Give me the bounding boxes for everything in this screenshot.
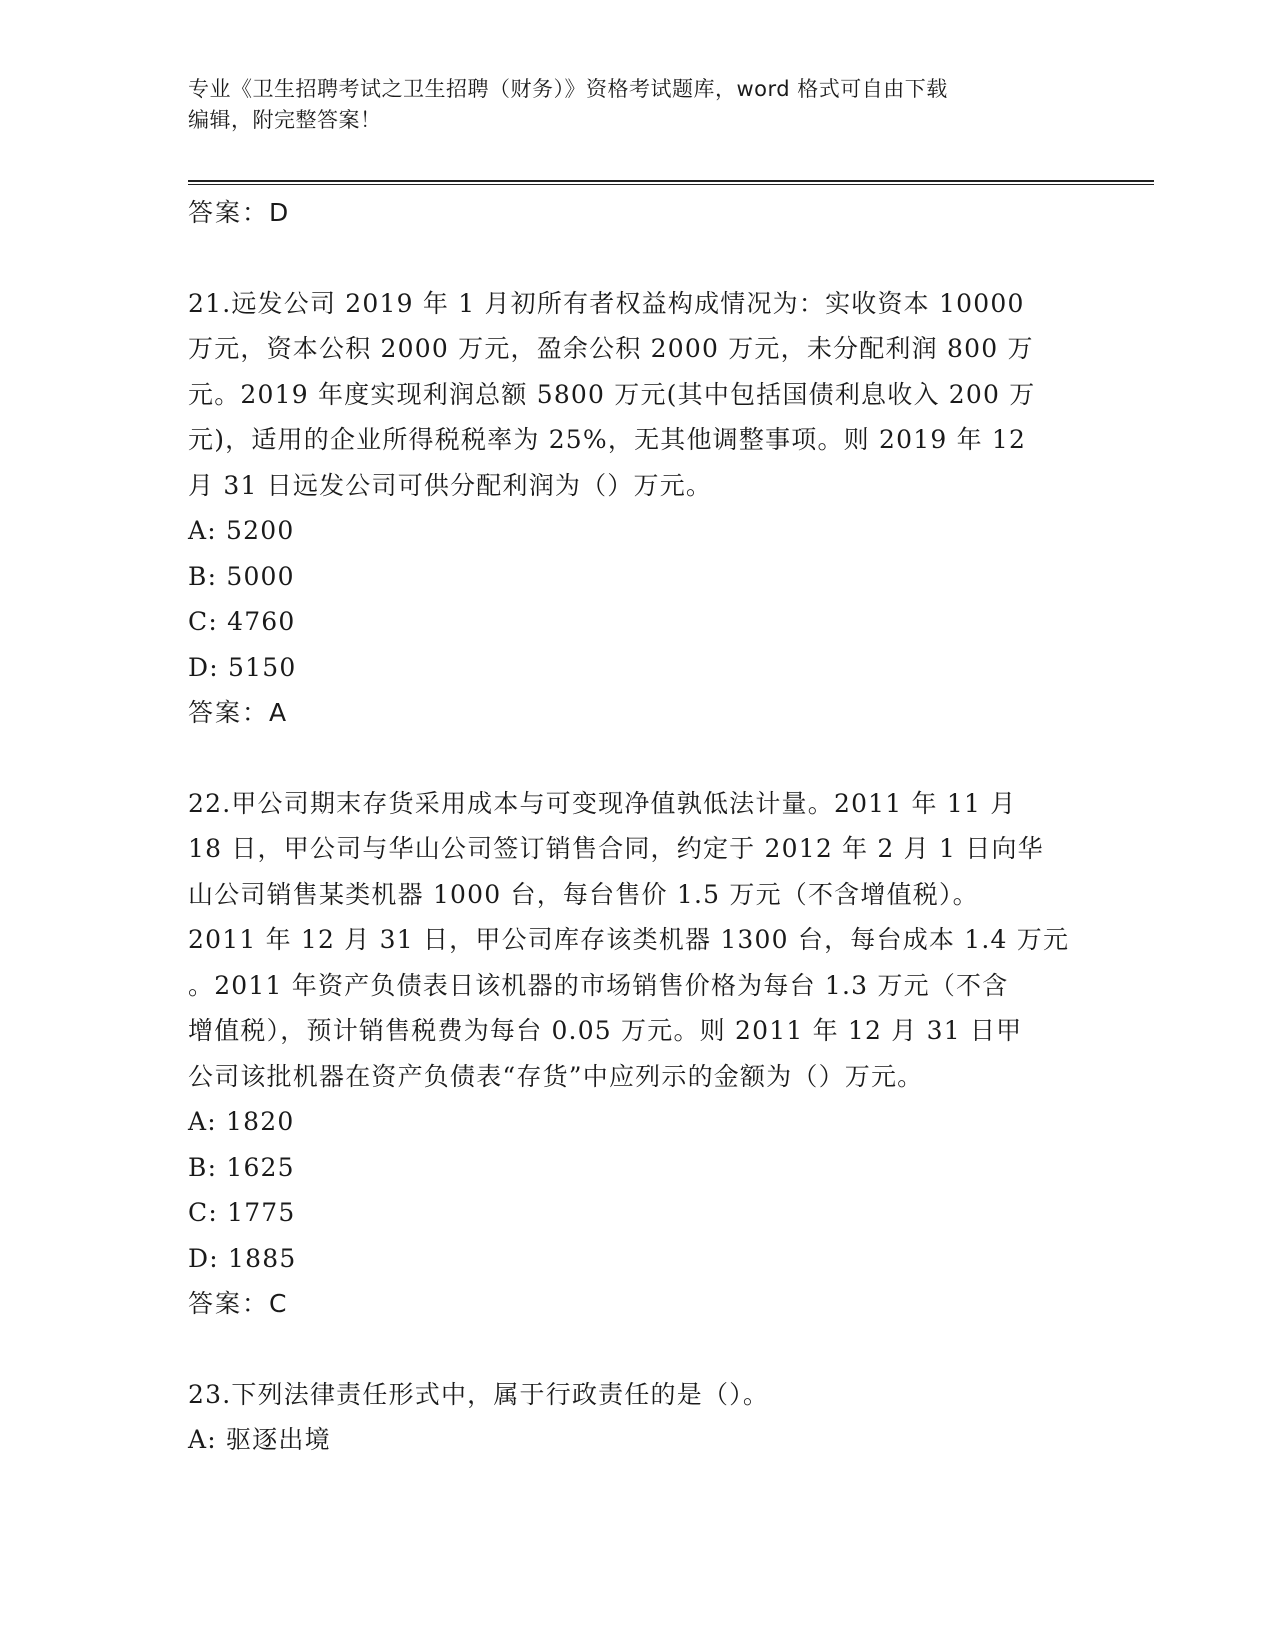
question-21 — [188, 281, 1088, 736]
question-text-line: 公司该批机器在资产负债表“存货”中应列示的金额为（）万元。 — [188, 1061, 924, 1091]
option-b: B: 5000 — [188, 561, 295, 591]
document-header — [188, 74, 1068, 136]
question-text-line: 22.甲公司期末存货采用成本与可变现净值孰低法计量。2011 年 11 月 — [188, 788, 1017, 818]
option-c: C: 4760 — [188, 607, 296, 636]
header-line-2: 编辑，附完整答案！ — [188, 108, 382, 132]
question-list — [188, 190, 1088, 1463]
option-b: B: 1625 — [188, 1152, 295, 1182]
header-divider-thick — [188, 180, 1154, 182]
question-text-line: 万元，资本公积 2000 万元，盈余公积 2000 万元，未分配利润 800 万 — [188, 334, 1034, 363]
option-d: D: 1885 — [188, 1243, 297, 1273]
answer-line: 答案：A — [188, 698, 289, 727]
question-text-line: 18 日，甲公司与华山公司签订销售合同，约定于 2012 年 2 月 1 日向华 — [188, 834, 1044, 863]
question-22 — [188, 781, 1088, 1327]
option-d: D: 5150 — [188, 652, 297, 682]
question-text-line: 月 31 日远发公司可供分配利润为（）万元。 — [188, 470, 713, 500]
question-text-line: 2011 年 12 月 31 日，甲公司库存该类机器 1300 台，每台成本 1.4 万元 — [188, 925, 1070, 954]
option-a: A: 5200 — [188, 516, 295, 545]
question-text-line: 21.远发公司 2019 年 1 月初所有者权益构成情况为：实收资本 10000 — [188, 288, 1025, 318]
answer-line: 答案：D — [188, 198, 291, 227]
option-a: A: 驱逐出境 — [188, 1425, 331, 1454]
question-23 — [188, 1372, 1088, 1463]
question-text-line: 山公司销售某类机器 1000 台，每台售价 1.5 万元（不含增值税）。 — [188, 879, 979, 909]
option-a: A: 1820 — [188, 1107, 295, 1136]
question-text-line: 。2011 年资产负债表日该机器的市场销售价格为每台 1.3 万元（不含 — [188, 970, 1009, 1000]
question-text-line: 23.下列法律责任形式中，属于行政责任的是（）。 — [188, 1379, 770, 1409]
header-line-1: 专业《卫生招聘考试之卫生招聘（财务）》资格考试题库，word 格式可自由下载 — [188, 77, 948, 101]
answer-line: 答案：C — [188, 1289, 289, 1318]
question-text-line: 元。2019 年度实现利润总额 5800 万元(其中包括国债利息收入 200 万 — [188, 379, 1036, 409]
option-c: C: 1775 — [188, 1198, 296, 1227]
header-divider-thin — [188, 184, 1154, 185]
question-text-line: 元)，适用的企业所得税税率为 25%，无其他调整事项。则 2019 年 12 — [188, 425, 1027, 454]
question-text-line: 增值税），预计销售税费为每台 0.05 万元。则 2011 年 12 月 31 日甲 — [188, 1016, 1023, 1045]
